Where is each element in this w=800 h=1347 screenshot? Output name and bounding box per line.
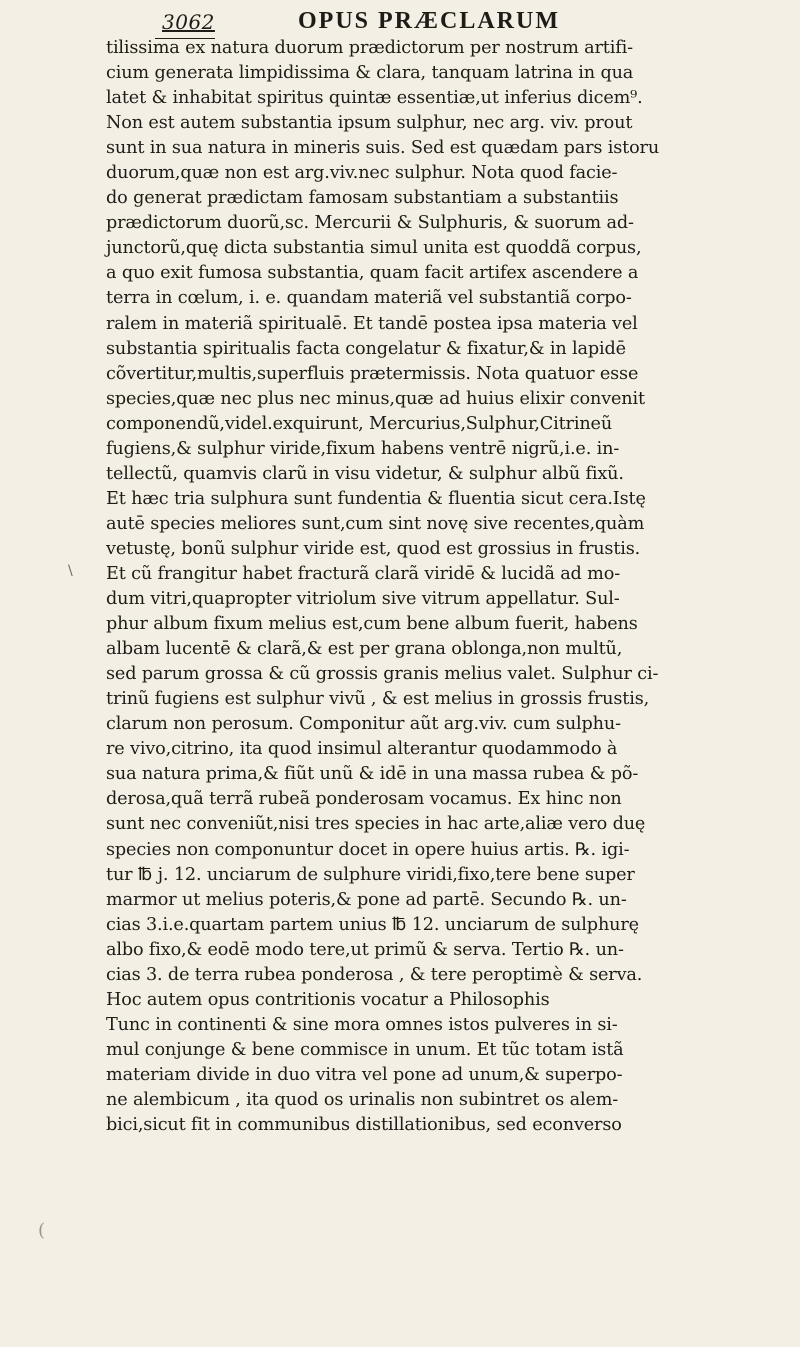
text-line: ralem in materiã spiritualē. Et tandē postea ipsa materia vel [106, 313, 638, 334]
text-line: derosa,quã terrã rubeã ponderosam vocamus. Ex hinc non [106, 789, 622, 810]
text-line: re vivo,citrino, ita quod insimul alterantur quodammodo à [106, 739, 618, 760]
text-line: junctorũ,quę dicta substantia simul unita est quoddã corpus, [106, 238, 642, 259]
text-line: sunt nec conveniũt,nisi tres species in hac arte,aliæ vero duę [106, 814, 646, 835]
text-line: species,quæ nec plus nec minus,quæ ad huius elixir convenit [106, 388, 645, 409]
text-line: tellectũ, quamvis clarũ in visu videtur, & sulphur albũ fixũ. [106, 463, 624, 484]
text-line: cium generata limpidissima & clara, tanquam latrina in qua [106, 63, 634, 84]
text-line: materiam divide in duo vitra vel pone ad unum,& superpo- [106, 1064, 623, 1085]
blank-page-bottom [0, 1200, 800, 1347]
text-line: marmor ut melius poteris,& pone ad partē. Secundo ℞. un- [106, 889, 627, 910]
text-line: substantia spiritualis facta congelatur & fixatur,& in lapidē [106, 338, 626, 359]
text-line: mul conjunge & bene commisce in unum. Et tũc totam istã [106, 1039, 624, 1060]
text-block [106, 36, 796, 1138]
text-line: duorum,quæ non est arg.viv.nec sulphur. Nota quod facie- [106, 163, 618, 184]
text-line: tur ℔ j. 12. unciarum de sulphure viridi,fixo,tere bene super [106, 864, 635, 885]
text-line: componendũ,videl.exquirunt, Mercurius,Sulphur,Citrineũ [106, 413, 613, 434]
text-line: dum vitri,quapropter vitriolum sive vitrum appellatur. Sul- [106, 589, 620, 610]
text-line: sunt in sua natura in mineris suis. Sed est quædam pars istoru [106, 138, 660, 159]
text-line: fugiens,& sulphur viride,fixum habens ventrē nigrũ,i.e. in- [106, 438, 620, 459]
text-line: cõvertitur,multis,superfluis prætermissis. Nota quatuor esse [106, 363, 639, 384]
text-line: Tunc in continenti & sine mora omnes istos pulveres in si- [106, 1014, 618, 1035]
text-line: tilissima ex natura duorum prædictorum per nostrum artifi- [106, 38, 633, 58]
text-line: Et cũ frangitur habet fracturã clarã viridē & lucidã ad mo- [106, 563, 621, 584]
text-line: autē species meliores sunt,cum sint novę sive recentes,quàm [106, 513, 645, 534]
text-line: terra in cœlum, i. e. quandam materiã vel substantiã corpo- [106, 288, 632, 309]
running-title: OPUS PRÆCLARUM [298, 8, 560, 34]
page-number: 3062 [162, 10, 215, 34]
text-line: latet & inhabitat spiritus quintæ essentiæ,ut inferius dicem⁹. [106, 88, 643, 109]
text-line: Non est autem substantia ipsum sulphur, nec arg. viv. prout [106, 113, 633, 134]
text-line: clarum non perosum. Componitur aũt arg.viv. cum sulphu- [106, 714, 621, 735]
text-line: cias 3.i.e.quartam partem unius ℔ 12. unciarum de sulphurę [106, 914, 639, 935]
text-line: phur album fixum melius est,cum bene album fuerit, habens [106, 614, 638, 635]
text-line: vetustę, bonũ sulphur viride est, quod est grossius in frustis. [106, 538, 641, 559]
text-line: albo fixo,& eodē modo tere,ut primũ & serva. Tertio ℞. un- [106, 939, 624, 960]
text-line: sed parum grossa & cũ grossis granis melius valet. Sulphur ci- [106, 664, 659, 685]
text-line: prædictorum duorũ,sc. Mercurii & Sulphuris, & suorum ad- [106, 213, 634, 234]
text-line: do generat prædictam famosam substantiam a substantiis [106, 188, 619, 209]
margin-bracket-mark: ( [38, 1220, 46, 1241]
text-line: Hoc autem opus contritionis vocatur a Philosophis [106, 989, 550, 1010]
text-line: a quo exit fumosa substantia, quam facit artifex ascendere a [106, 263, 639, 284]
text-line: Et hæc tria sulphura sunt fundentia & fluentia sicut cera.Istę [106, 488, 646, 509]
text-line: sua natura prima,& fiũt unũ & idē in una massa rubea & põ- [106, 764, 639, 785]
text-line: ne alembicum , ita quod os urinalis non subintret os alem- [106, 1089, 619, 1110]
text-line: species non componuntur docet in opere huius artis. ℞. igi- [106, 839, 630, 860]
text-line: cias 3. de terra rubea ponderosa , & tere peroptimè & serva. [106, 964, 643, 985]
text-line: bici,sicut fit in communibus distillationibus, sed econverso [106, 1115, 622, 1136]
margin-tick-mark: \ [68, 563, 73, 579]
text-line: albam lucentē & clarã,& est per grana oblonga,non multũ, [106, 639, 623, 660]
text-line: trinũ fugiens est sulphur vivũ , & est melius in grossis frustis, [106, 689, 650, 710]
